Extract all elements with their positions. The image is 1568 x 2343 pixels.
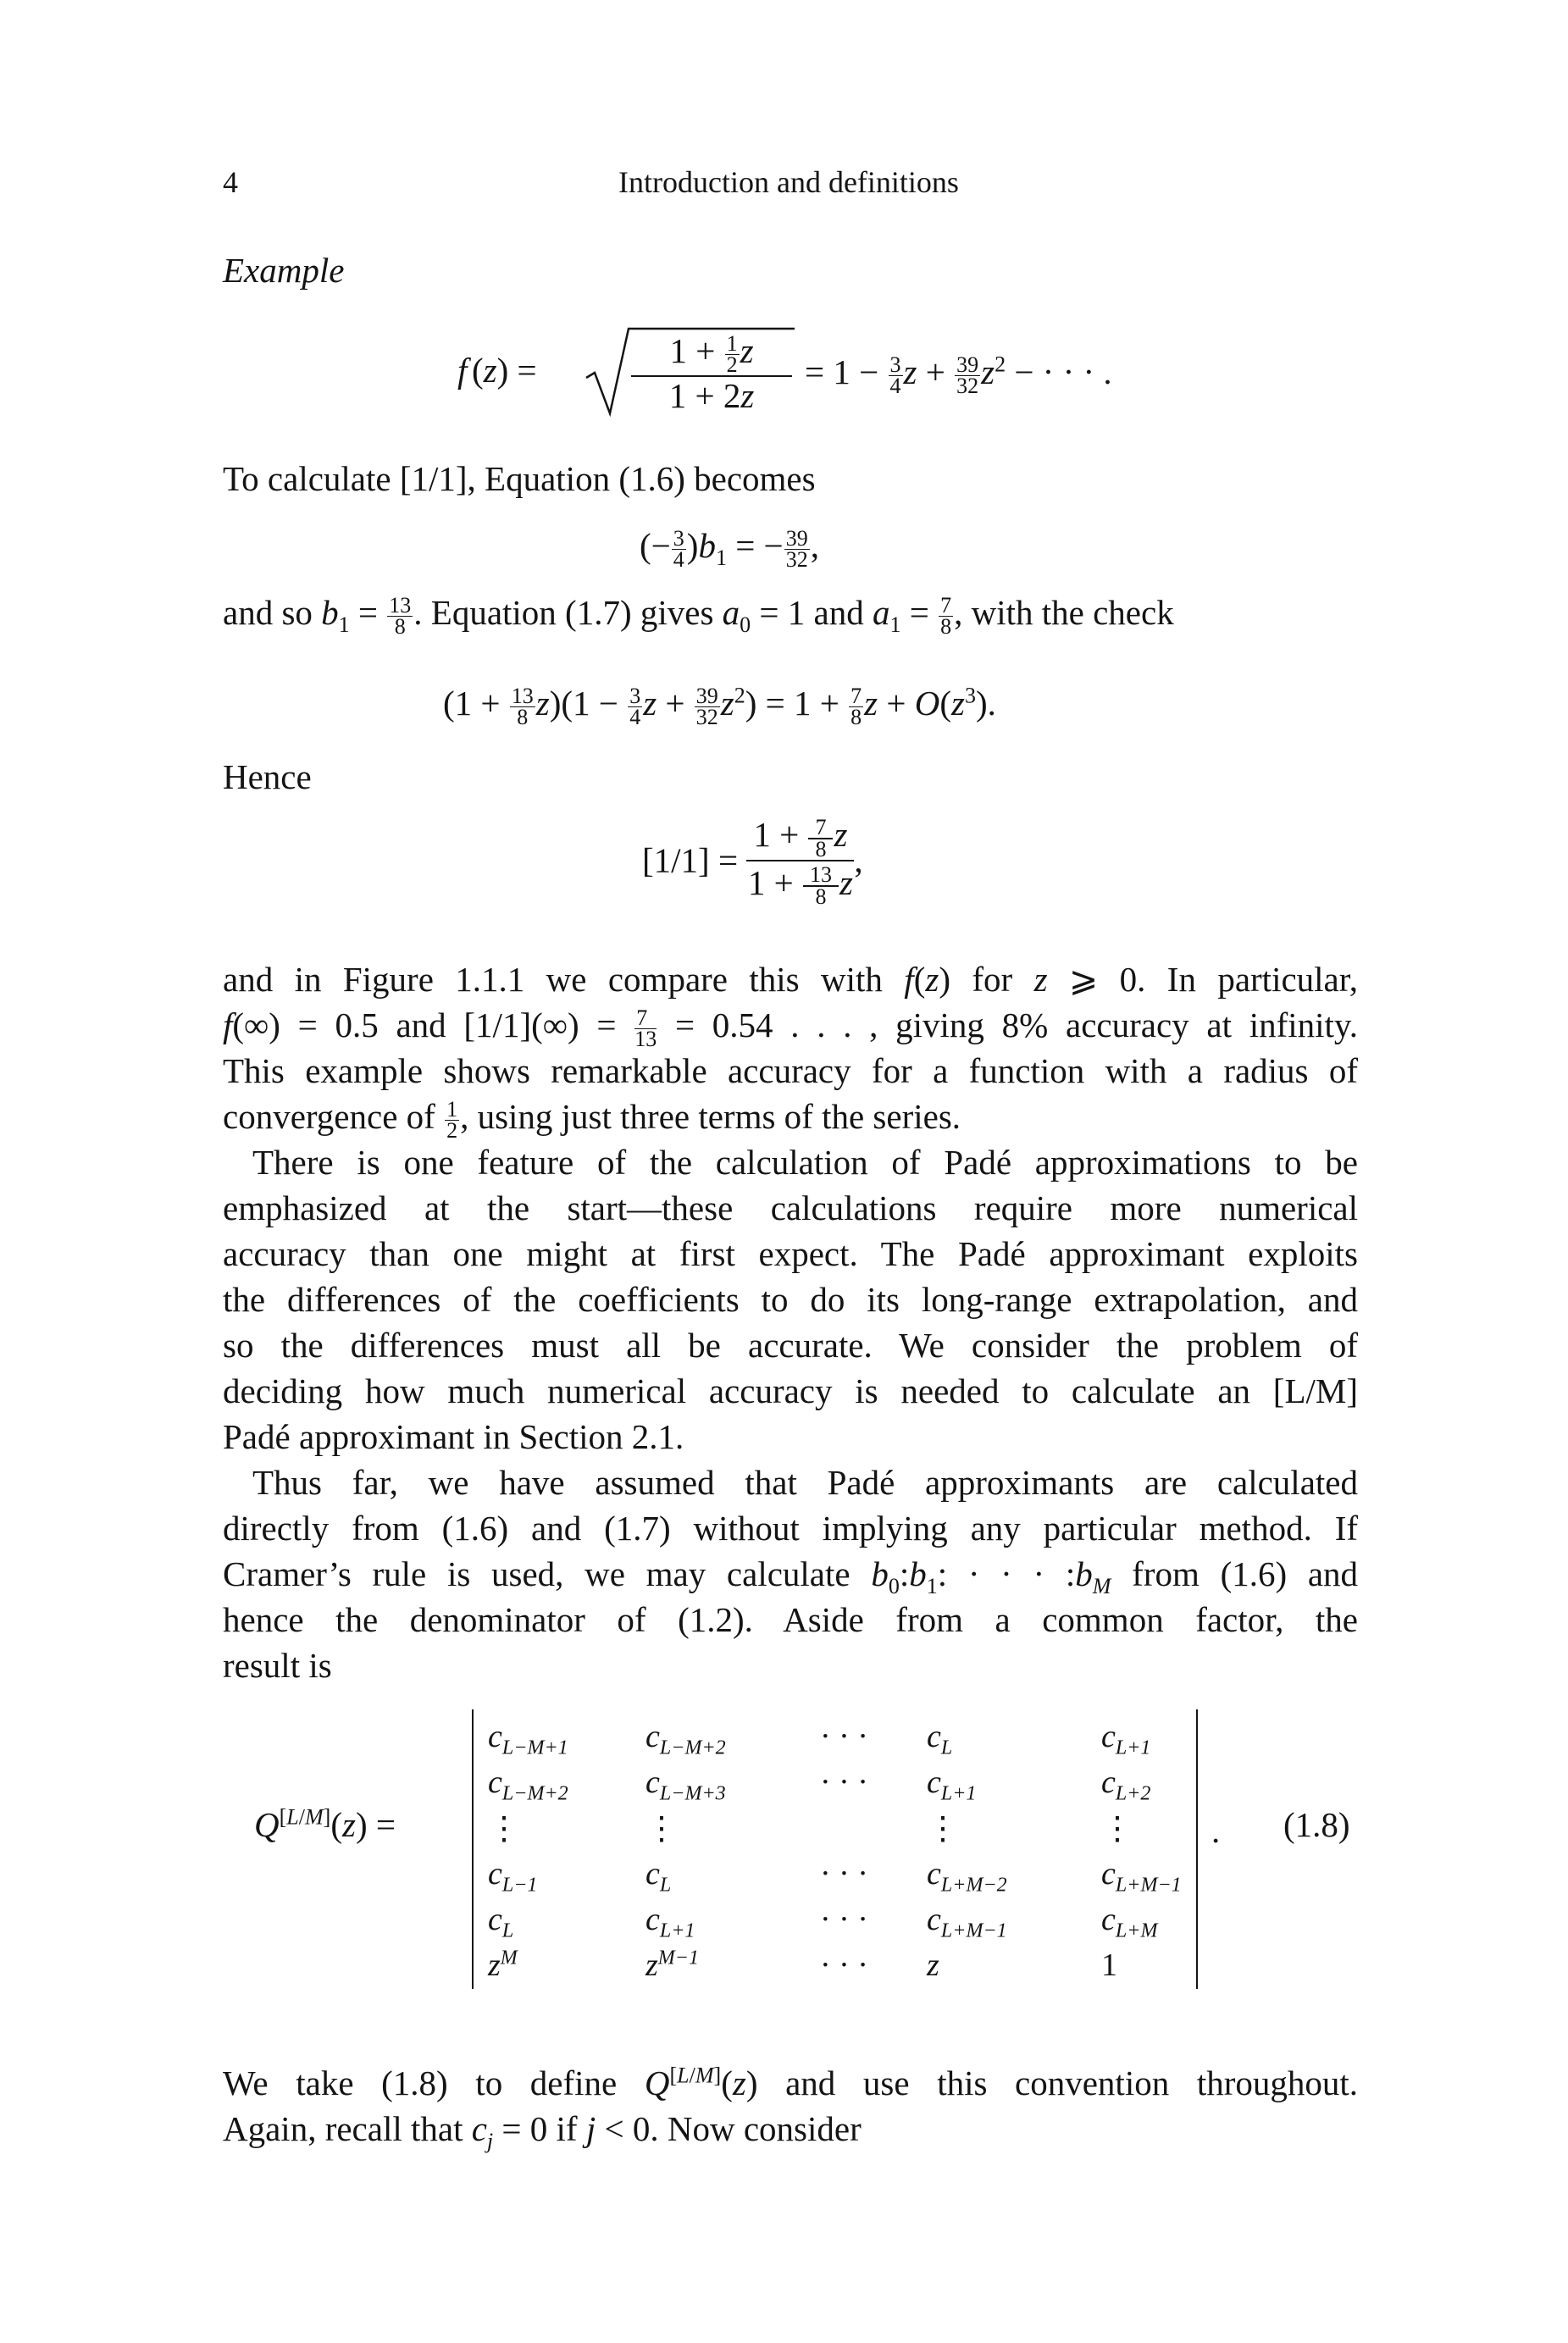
det-row: $c_L$ $c_{L+1}$ · · · $c_{L+M-1}$ $c_{L+M}$ [488, 1902, 1158, 1942]
para1-line1: and in Figure 1.1.1 we compare this with f(z) for z ⩾ 0. In particular, [223, 960, 1359, 999]
page-number: 4 [223, 165, 238, 199]
para2-line5: so the differences must all be accurate. We consider the problem of [223, 1326, 1358, 1365]
para1-line4: convergence of $\frac{1}{2}$ , using just three terms of the series. [223, 1097, 961, 1144]
equation-f-sqrt: f (z) = 1 + $\frac{1}{2}$ z 1 + 2z = 1 − $\frac{3}{4}$ z + $\frac{39}{32}$ $z^2$ − · · · . [457, 320, 1220, 422]
running-title: Introduction and definitions [618, 165, 959, 199]
det-row: $z^M$ $z^{M-1}$ · · · z 1 [488, 1947, 1117, 1983]
equation-check: (1 + $\frac{13}{8}$ z)(1 − $\frac{3}{4}$ z + $\frac{39}{32}$ $z^2) = 1$ + $\frac{7}{8}$ $z + O(z^3)$. [443, 683, 996, 730]
para4-line1: We take (1.8) to define Q[L/M](z) and use this convention throughout. [223, 2063, 1359, 2102]
equation-pade-11: [1/1] = 1 + $\frac{7}{8}$ z 1 + $\frac{13}{8}$ z , [642, 814, 863, 910]
det-row: $c_{L-M+1}$ $c_{L-M+2}$ · · · $c_L$ $c_{L+1}$ [488, 1719, 1151, 1759]
det-row: $c_{L-1}$ $c_L$ · · · $c_{L+M-2}$ $c_{L+M-1}$ [488, 1856, 1182, 1897]
example-heading: Example [223, 251, 345, 290]
para1-line3: This example shows remarkable accuracy for a function with a radius of [223, 1051, 1358, 1090]
q-lm-lhs: Q[L/M](z) = [254, 1804, 396, 1844]
det-period: . [1211, 1811, 1221, 1850]
text-to-calculate: To calculate [1/1], Equation (1.6) becomes [223, 459, 816, 498]
para2-line1: There is one feature of the calculation of Padé approximations to be [252, 1143, 1358, 1182]
para2-line4: the differences of the coefficients to do its long-range extrapolation, and [223, 1280, 1358, 1319]
text-and-so-b1: and so $b_1$ = $\frac{13}{8}$ . Equation (1.7) gives $a_0 = 1$ and $a_1$ = $\frac{7}{8}$ , with the check [223, 593, 1174, 640]
equation-label-1-8: (1.8) [1283, 1805, 1350, 1844]
para3-line1: Thus far, we have assumed that Padé approximants are calculated [252, 1463, 1358, 1502]
para3-line2: directly from (1.6) and (1.7) without implying any particular method. If [223, 1509, 1358, 1548]
para3-line3: Cramer’s rule is used, we may calculate $b_0:b_1$: · · · $:b_M$ from (1.6) and [223, 1554, 1359, 1599]
para2-line3: accuracy than one might at first expect. The Padé approximant exploits [223, 1234, 1358, 1273]
para3-line5: result is [223, 1646, 332, 1685]
para3-line4: hence the denominator of (1.2). Aside from a common factor, the [223, 1600, 1358, 1639]
para2-line6: deciding how much numerical accuracy is needed to calculate an [L/M] [223, 1371, 1358, 1410]
para1-line2: f(∞) = 0.5 and [1/1](∞) = $\frac{7}{13}$ = 0.54 . . . , giving 8% accuracy at infinity. [223, 1005, 1359, 1052]
text-hence: Hence [223, 757, 312, 796]
det-row: ⋮ ⋮ ⋮ ⋮ [488, 1810, 1133, 1847]
para4-line2: Again, recall that $c_j = 0$ if j < 0. Now consider [223, 2109, 862, 2154]
para2-line2: emphasized at the start—these calculations require more numerical [223, 1188, 1358, 1227]
det-row: $c_{L-M+2}$ $c_{L-M+3}$ · · · $c_{L+1}$ $c_{L+2}$ [488, 1764, 1151, 1805]
determinant-matrix [481, 1714, 1235, 1988]
equation-b1: (− $\frac{3}{4}$ )$b_1$ = − $\frac{39}{32}$ , [640, 526, 819, 573]
det-left-bar [472, 1709, 474, 1989]
para2-line7: Padé approximant in Section 2.1. [223, 1417, 684, 1456]
